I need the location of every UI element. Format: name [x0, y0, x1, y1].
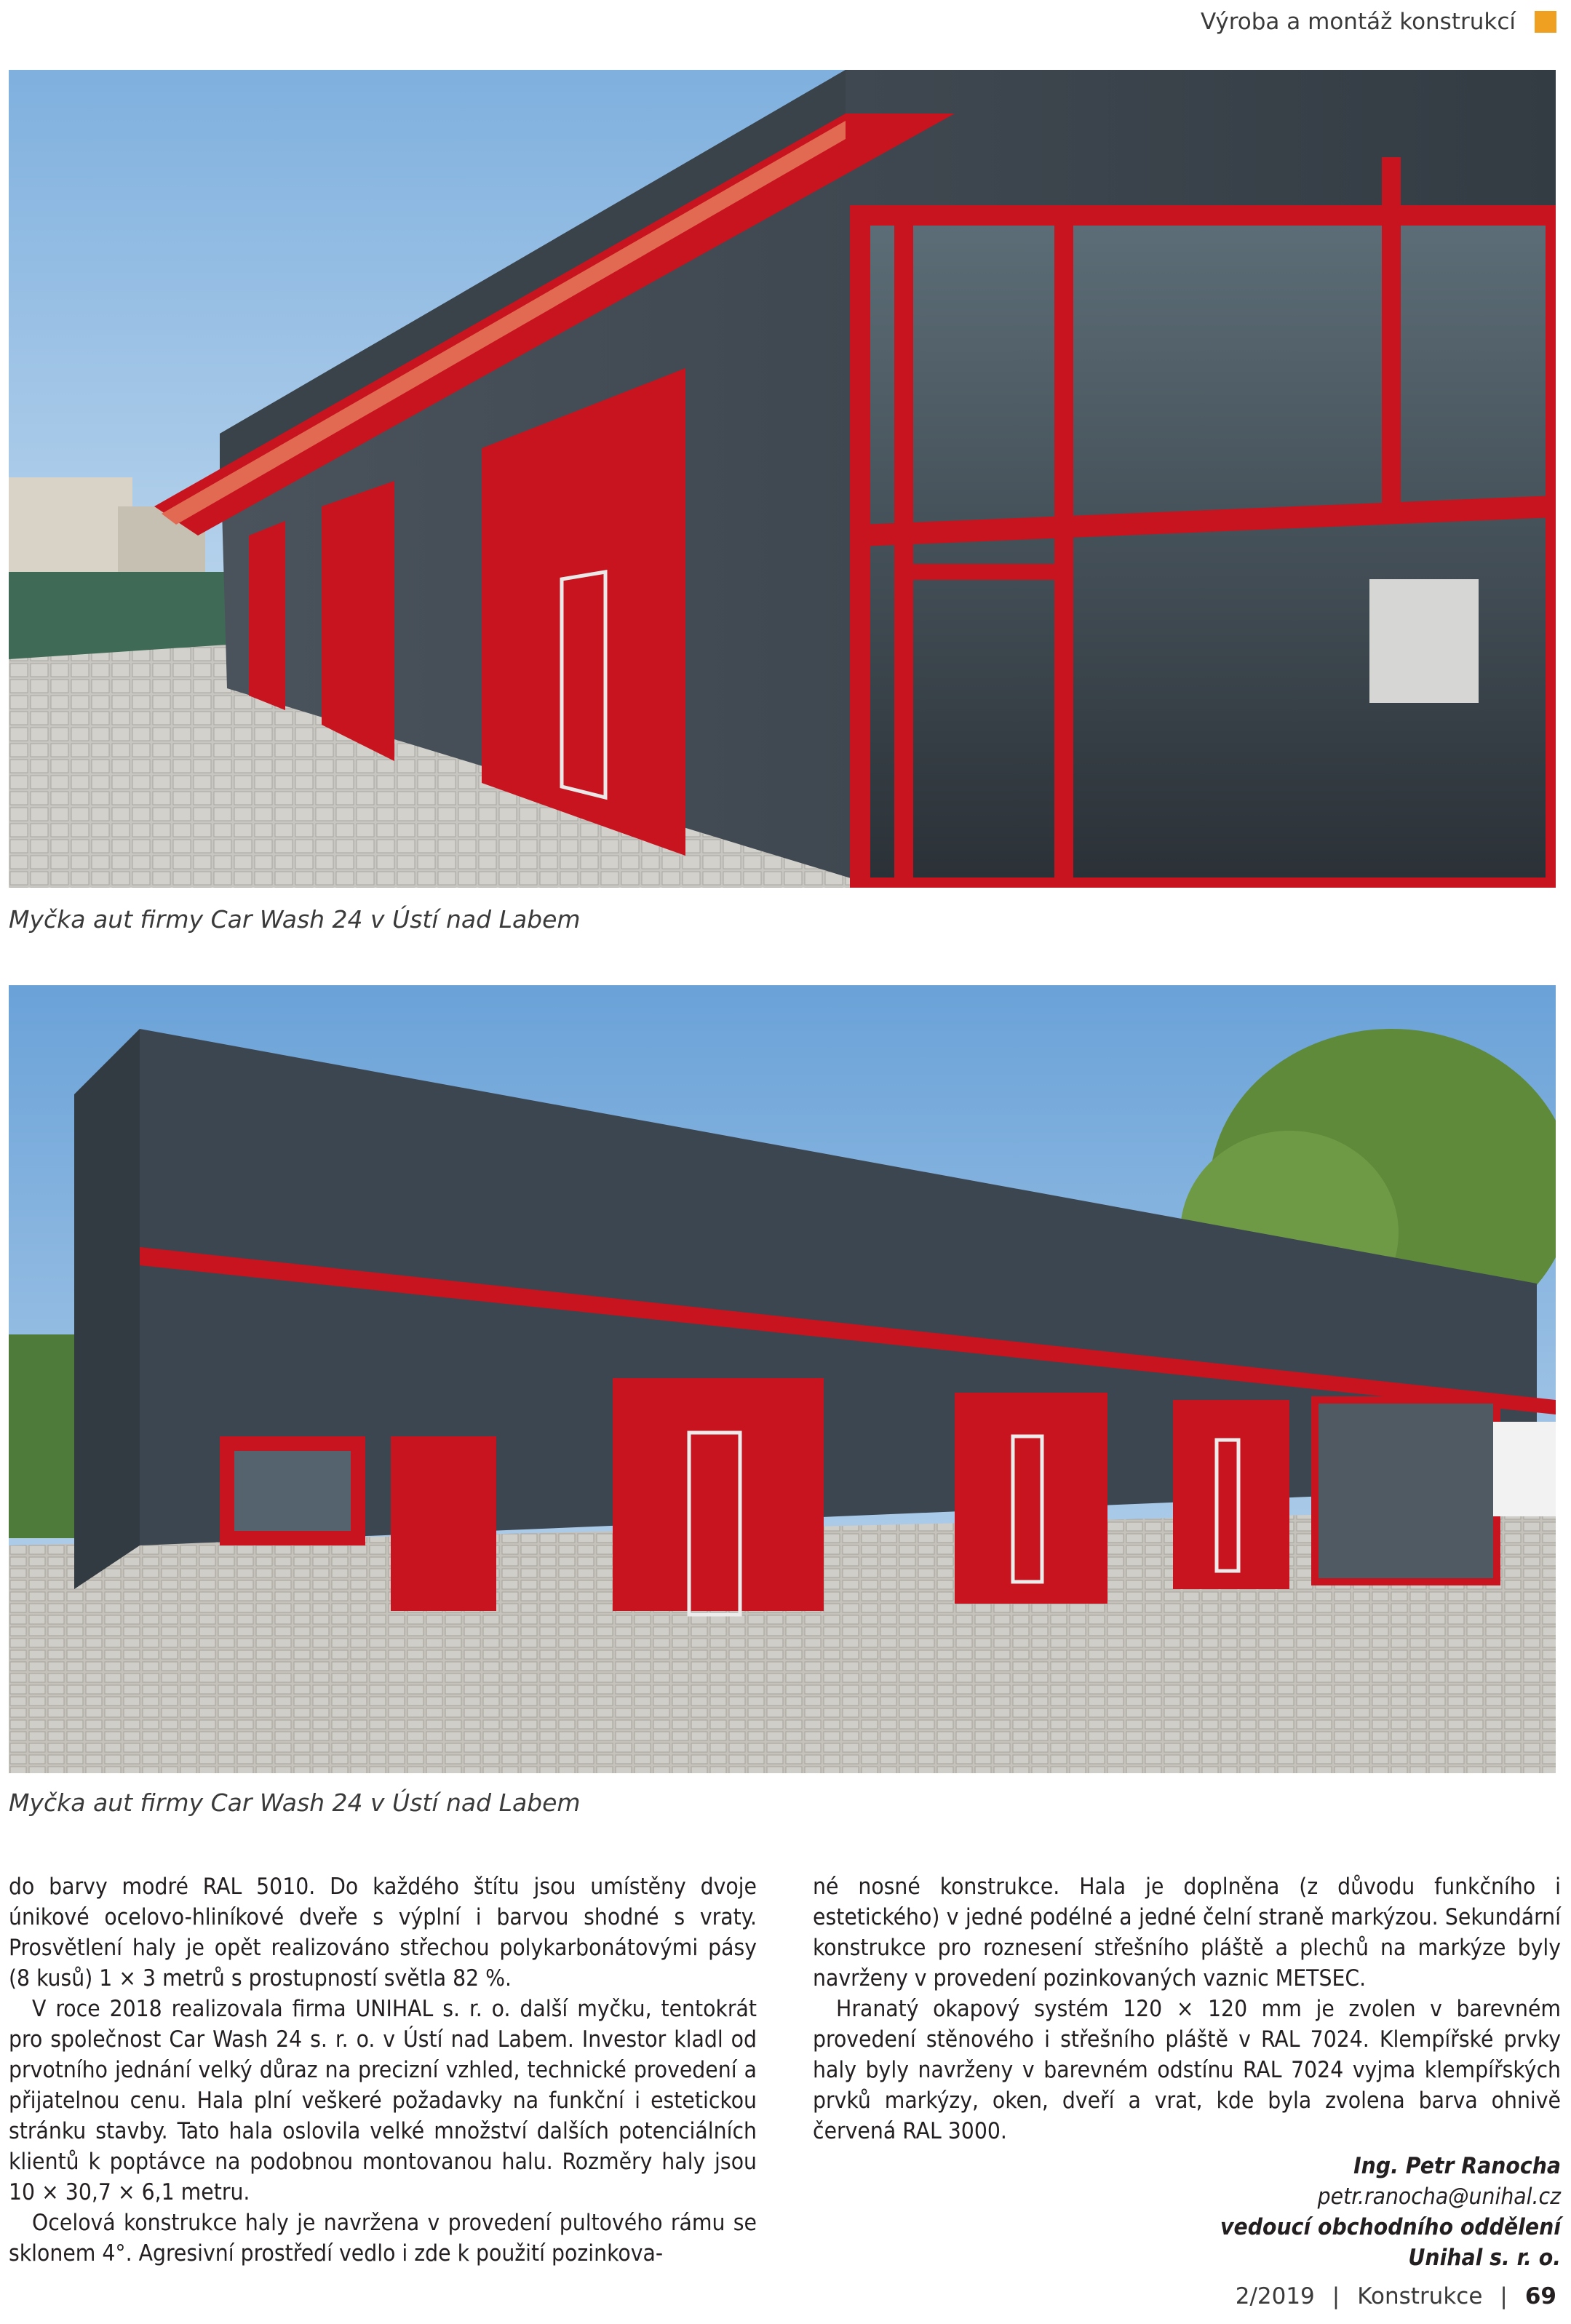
section-marker-icon	[1535, 11, 1556, 33]
article-column-left	[9, 1871, 757, 2269]
paragraph: né nosné konstrukce. Hala je doplněna (z důvodu funkčního i estetického) v jedné podélné a jedné čelní straně markýzou. Sekundární konstrukce pro roznesení střešního pláště a plechů na markýze byly navrženy v provedení pozinkovaných vaznic METSEC.	[813, 1874, 1561, 1991]
footer-separator: |	[1332, 2283, 1340, 2309]
footer-separator: |	[1500, 2283, 1508, 2309]
author-email[interactable]: petr.ranocha@unihal.cz	[1317, 2184, 1561, 2210]
photo-car-wash-facade	[9, 985, 1556, 1773]
car-wash-facade-image	[9, 985, 1556, 1773]
paragraph: Ocelová konstrukce haly je navržena v provedení pultového rámu se sklonem 4°. Agresivní prostředí vedlo i zde k použití pozinkova-	[9, 2210, 757, 2267]
section-title: Výroba a montáž konstrukcí	[1201, 9, 1516, 35]
page-number: 69	[1524, 2283, 1556, 2309]
magazine-name: Konstrukce	[1357, 2283, 1483, 2309]
photo-caption: Myčka aut firmy Car Wash 24 v Ústí nad Labem	[9, 1788, 581, 1817]
paragraph: V roce 2018 realizovala firma UNIHAL s. r. o. další myčku, tentokrát pro společnost Car Wash 24 s. r. o. v Ústí nad Labem. Investor kladl od prvotního jednání velký důraz na precizní vzhled, technické provedení a přijatelnou cenu. Hala plní veškeré požadavky na funkční i estetickou stránku stavby. Tato hala oslovila velké množství dalších potenciálních klientů k poptávce na podobnou montovanou halu. Rozměry haly jsou 10 × 30,7 × 6,1 metru.	[9, 1996, 757, 2205]
author-name: Ing. Petr Ranocha	[1353, 2153, 1561, 2179]
running-header	[1201, 0, 1556, 44]
photo-car-wash-perspective	[9, 70, 1556, 888]
author-signature	[813, 2151, 1561, 2273]
paragraph: do barvy modré RAL 5010. Do každého štítu jsou umístěny dvoje únikové ocelovo-hliníkové dveře s výplní i barvou shodné s vraty. Prosvětlení haly je opět realizováno střechou polykarbonátovými pásy (8 kusů) 1 × 3 metrů s prostupností světla 82 %.	[9, 1874, 757, 1991]
issue-number: 2/2019	[1235, 2283, 1315, 2309]
page-footer	[1236, 2283, 1556, 2309]
paragraph: Hranatý okapový systém 120 × 120 mm je zvolen v barevném provedení stěnového i střešního pláště v RAL 7024. Klempířské prvky haly byly navrženy v barevném odstínu RAL 7024 vyjma klempířských prvků markýzy, oken, dveří a vrat, kde byla zvolena barva ohnivě červená RAL 3000.	[813, 1996, 1561, 2144]
author-company: Unihal s. r. o.	[1408, 2245, 1561, 2271]
car-wash-perspective-image	[9, 70, 1556, 888]
article-column-right	[813, 1871, 1561, 2273]
author-position: vedoucí obchodního oddělení	[1220, 2214, 1561, 2240]
photo-caption: Myčka aut firmy Car Wash 24 v Ústí nad Labem	[9, 905, 581, 934]
